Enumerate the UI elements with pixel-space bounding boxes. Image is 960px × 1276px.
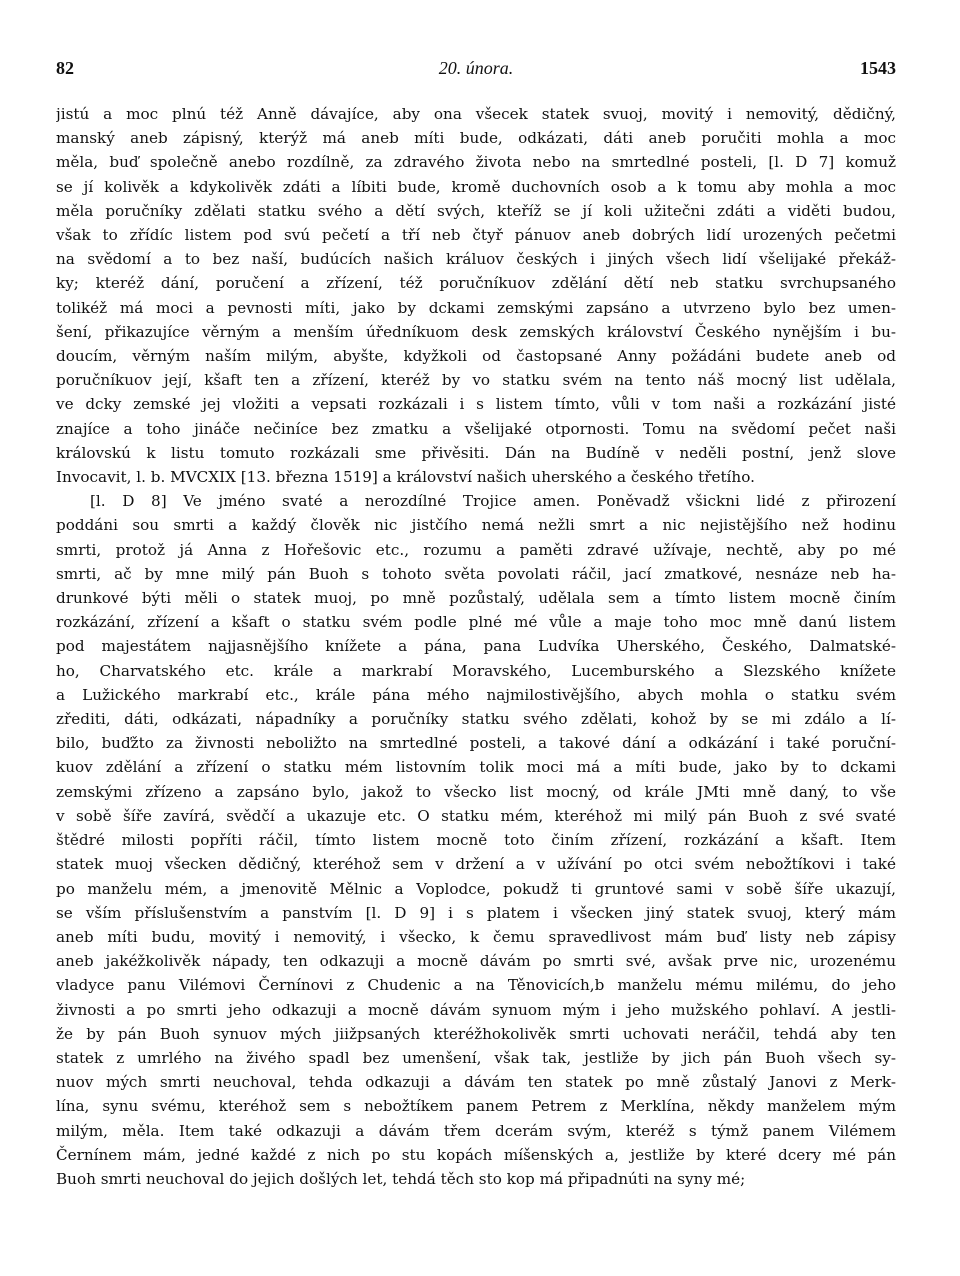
text-line: ho, Charvatského etc. krále a markrabí Moravského, Lucemburského a Slezského knížete (56, 661, 896, 680)
text-line: Invocavit, l. b. MVCXIX [13. března 1519] a království našich uherského a českého třetího. (56, 468, 755, 487)
text-line: poddáni sou smrti a každý člověk nic jistčího nemá nežli smrt a nic nejistějšího než hodinu (56, 516, 896, 535)
text-line: milým, měla. Item také odkazuji a dávám třem dcerám svým, kteréž s týmž panem Vilémem (56, 1121, 896, 1140)
running-date: 20. února. (438, 58, 514, 78)
header-year: 1543 (860, 58, 896, 78)
text-line: rozkázání, zřízení a kšaft o statku svém podle plné mé vůle a maje toho moc mně danú listem (56, 613, 896, 632)
text-line: královskú k listu tomuto rozkázali sme přivěsiti. Dán na Budíně v neděli postní, jenž slove (56, 443, 896, 462)
text-line: kuov zdělání a zřízení o statku mém listovním tolik moci má a míti bude, jako by to dckami (56, 758, 896, 777)
text-line: jistú a moc plnú též Anně dávajíce, aby ona všecek statek svuoj, movitý i nemovitý, dědičný, (56, 105, 896, 123)
text-line: ky; kteréž dání, poručení a zřízení, též poručníkuov zdělání dětí neb statku svrchupsaného (56, 274, 896, 293)
text-line: manský aneb zápisný, kterýž má aneb míti bude, odkázati, dáti aneb poručiti mohla a moc (56, 129, 896, 148)
text-line: aneb jakéžkolivěk nápady, ten odkazuji a mocně dávám po smrti své, avšak prve nic, urozenému (56, 952, 896, 971)
text-line: lína, synu svému, kteréhož sem s nebožtíkem panem Petrem z Merklína, někdy manželem mým (56, 1097, 896, 1116)
page-header (56, 52, 896, 86)
text-line: smrti, ač by mne milý pán Buoh s tohoto světa povolati ráčil, jací zmatkové, nesnáze neb ha- (56, 564, 896, 583)
text-line: po manželu mém, a jmenovitě Mělnic a Voplodce, pokudž ti gruntové sami v sobě šíře ukazují, (56, 879, 896, 898)
text-line: měla poručníky zdělati statku svého a dětí svých, kteříž se jí koli užitečni zdáti a viděti budou, (56, 201, 896, 220)
text-line: tolikéž má moci a pevnosti míti, jako by dckami zemskými zapsáno a utvrzeno bylo bez umen- (56, 298, 896, 317)
document-page (56, 52, 896, 1191)
body-text (56, 102, 896, 1191)
text-line: na svědomí a to bez naší, budúcích našich králuov českých i jiných všech lidí všelijaké překáž- (56, 250, 896, 269)
text-line: vladyce panu Vilémovi Černínovi z Chudenic a na Těnovicích,b manželu mému milému, do jeho (56, 976, 896, 995)
text-line: v sobě šíře zavírá, svědčí a ukazuje etc. O statku mém, kteréhož mi milý pán Buoh z své svaté (56, 806, 896, 825)
text-line: Buoh smrti neuchoval do jejich došlých let, tehdá těch sto kop má připadnúti na syny mé; (56, 1169, 746, 1188)
text-line: bilo, buďžto za živnosti neboližto na smrtedlné posteli, a takové dání a odkázání i také poruční- (56, 734, 896, 753)
text-line: štědré milosti popříti ráčil, tímto listem mocně toto činím zřízení, rozkázání a kšaft. Item (56, 831, 896, 850)
text-line: však to zřídíc listem pod svú pečetí a tří neb čtyř pánuov aneb dobrých lidí urozených pečetmi (56, 226, 896, 245)
text-line: se vším příslušenstvím a panstvím [l. D 9] i s platem i všecken jiný statek svuoj, který mám (56, 903, 896, 922)
text-line: znajíce a toho jináče nečiníce bez zmatku a všelijaké otpornosti. Tomu na svědomí pečet naši (56, 419, 896, 438)
text-line: Černínem mám, jedné každé z nich po stu kopách míšenských a, jestliže by které dcery mé pán (56, 1145, 896, 1164)
text-line: smrti, protož já Anna z Hořešovic etc., rozumu a paměti zdravé užívaje, nechtě, aby po mé (56, 540, 896, 559)
text-line: se jí kolivěk a kdykolivěk zdáti a líbiti bude, kromě duchovních osob a k tomu aby mohla a moc (56, 177, 896, 196)
text-line: aneb míti budu, movitý i nemovitý, i všecko, k čemu spravedlivost mám buď listy neb zápisy (56, 927, 896, 946)
text-line: ve dcky zemské jej vložiti a vepsati rozkázali i s listem tímto, vůli v tom naši a rozkázání jisté (56, 395, 896, 414)
text-line: že by pán Buoh synuov mých jiižpsaných kteréžhokolivěk smrti uchovati neráčil, tehdá aby ten (56, 1024, 896, 1043)
text-line: živnosti a po smrti jeho odkazuji a mocně dávám synuom mým i jeho mužského pohlaví. A jestli- (56, 1000, 896, 1019)
text-line: drunkové býti měli o statek muoj, po mně pozůstalý, udělala sem a tímto listem mocně činím (56, 589, 896, 608)
text-line: statek z umrlého na živého spadl bez umenšení, však tak, jestliže by jich pán Buoh všech sy- (56, 1048, 896, 1067)
text-line: poručníkuov její, kšaft ten a zřízení, kteréž by vo statku svém na tento náš mocný list udělala, (56, 371, 896, 390)
text-line: a Lužického markrabí etc., krále pána mého najmilostivějšího, abych mohla o statku svém (56, 685, 896, 704)
text-line: pod majestátem najjasnějšího knížete a pána, pana Ludvíka Uherského, Českého, Dalmatské- (56, 637, 896, 656)
text-line: zřediti, dáti, odkázati, nápadníky a poručníky statku svého zdělati, kohož by se mi zdálo a lí- (56, 710, 896, 729)
text-line: doucím, věrným naším milým, abyšte, kdyžkoli od častopsané Anny požádáni budete aneb od (56, 347, 896, 366)
text-line: zemskými zřízeno a zapsáno bylo, jakož to všecko list mocný, od krále JMti mně daný, to vše (56, 782, 896, 801)
page-number: 82 (56, 58, 74, 78)
text-line: statek muoj všecken dědičný, kteréhož sem v držení a v užívání po otci svém nebožtíkovi i také (56, 855, 896, 874)
text-line: [l. D 8] Ve jméno svaté a nerozdílné Trojice amen. Poněvadž všickni lidé z přirození (90, 492, 896, 511)
text-line: nuov mých smrti neuchoval, tehda odkazuji a dávám ten statek po mně zůstalý Janovi z Merk- (56, 1073, 896, 1092)
text-line: měla, buď společně anebo rozdílně, za zdravého života nebo na smrtedlné posteli, [l. D 7] komuž (56, 153, 896, 172)
text-line: šení, přikazujíce věrným a menším úředníkuom desk zemských království Českého nynějším i bu- (56, 322, 896, 341)
